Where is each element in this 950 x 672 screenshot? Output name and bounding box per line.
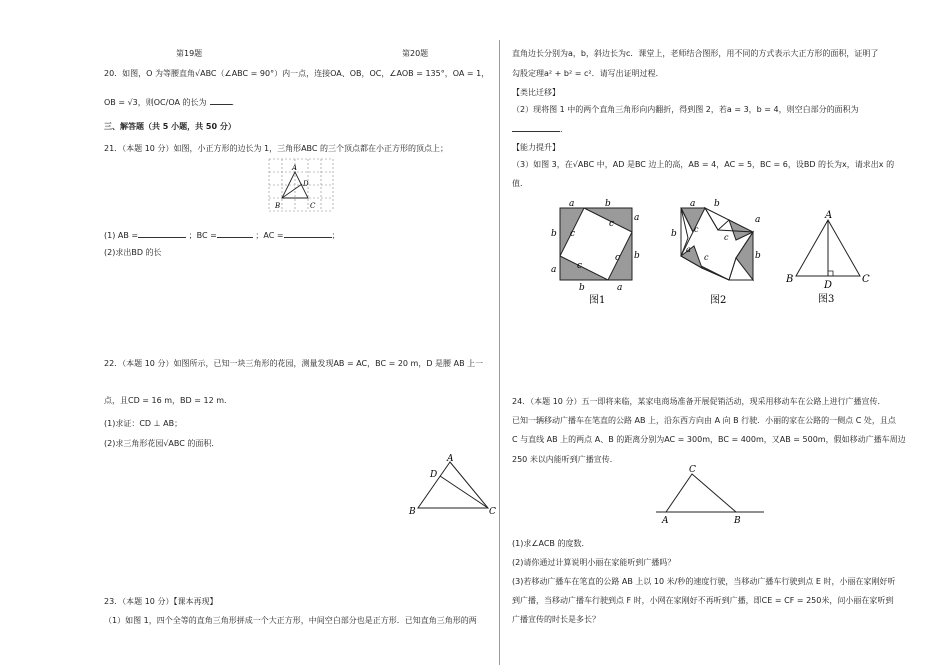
q22-part1: (1)求证：CD ⊥ AB； — [104, 419, 183, 428]
q24-part2: (2)请你通过计算说明小丽在家能听到广播吗？ — [512, 558, 676, 567]
q22-line1: 22．（本题 10 分）如图所示，已知一块三角形的花园，测量发现AB = AC，BC = 20 m，D 是腰 AB 上一 — [104, 359, 484, 368]
fig1-caption: 图1 — [589, 295, 606, 306]
q24-line1: 24．（本题 10 分）五一即将来临，某家电商场准备开展促销活动，现采用移动车在公路上进行广播宣传． — [512, 397, 886, 406]
tag-ability: 【能力提升】 — [512, 143, 560, 152]
q23-part2-blank: ． — [512, 123, 568, 135]
fig3-label-D: D — [824, 280, 833, 291]
q23-part3-line1: （3）如图 3，在√ABC 中，AD 是BC 边上的高，AB = 4，AC = 5，BC = 6，设BD 的长为x，请求出x 的 — [512, 160, 895, 169]
q21-label-A: A — [292, 164, 298, 172]
q24-part3-line2: 到广播，当移动广播车行驶到点 F 时，小网在家刚好不再听到广播，即CE = CF = 250米，问小丽在家听到 — [512, 596, 894, 605]
q23-line3: 勾股定理a² + b² = c²．请写出证明过程． — [512, 69, 664, 78]
fig2-label-c1: c — [694, 225, 699, 234]
fig3-caption: 图3 — [818, 294, 835, 305]
q22-label-B: B — [409, 507, 416, 517]
fig2-label-c2: c — [724, 233, 729, 242]
q22-label-C: C — [489, 507, 496, 517]
q23-part2: （2）现将图 1 中的两个直角三角形向内翻折，得到图 2，若a = 3，b = 4，则空白部分的面积为 — [512, 105, 859, 114]
q22-part2: (2)求三角形花园√ABC 的面积． — [104, 439, 220, 448]
q24-part3-line1: (3)若移动广播车在笔直的公路 AB 上以 10 米/秒的速度行驶，当移动广播车行驶到点 E 时，小丽在家刚好听 — [512, 577, 896, 586]
q23-line2: 直角边长分别为a，b，斜边长为c．课堂上，老师结合图形，用不同的方式表示大正方形的面积，证明了 — [512, 49, 879, 58]
q24-part3-line3: 广播宣传的时长是多长？ — [512, 615, 600, 624]
q23-figure2 — [666, 196, 766, 306]
fig2-label-b-left: b — [671, 229, 677, 239]
q21-label-C: C — [310, 202, 316, 210]
q21-part2: (2)求出BD 的长 — [104, 248, 162, 257]
q21-part1: (1) AB = ；BC = ；AC = ； — [104, 231, 340, 240]
fig1-label-b-top: b — [605, 199, 611, 209]
fig1-label-c4: c — [577, 261, 583, 271]
fig2-caption: 图2 — [710, 295, 727, 306]
q21-stem: 21．（本题 10 分）如图，小正方形的边长为 1，三角形ABC 的三个顶点都在小正方形的顶点上； — [104, 144, 449, 153]
fig1-label-a-left: a — [551, 265, 557, 275]
q23-figure1 — [545, 196, 645, 306]
q22-label-A: A — [447, 454, 454, 464]
fig2-label-c3: c — [704, 253, 709, 262]
q20-line1: 20．如图，O 为等腰直角√ABC（∠ABC = 90°）内一点，连接OA、OB，OC，∠AOB = 135°，OA = 1， — [104, 69, 490, 78]
column-divider — [499, 40, 500, 665]
fig2-label-a-inner: a — [686, 245, 691, 254]
tag-analogy: 【类比迁移】 — [512, 88, 560, 97]
fig2-label-b-top: b — [714, 199, 720, 209]
fig1-label-a-top: a — [569, 199, 575, 209]
fig3-label-B: B — [786, 274, 794, 285]
q24-line2: 已知一辆移动广播车在笔直的公路 AB 上，沿东西方向由 A 向 B 行驶．小丽的家在公路的一侧点 C 处，且点 — [512, 416, 896, 425]
q21-label-D: D — [303, 180, 309, 188]
q23-part3-line2: 值． — [512, 179, 528, 188]
q21-label-B: B — [275, 202, 281, 210]
q22-line2: 点，且CD = 16 m，BD = 12 m． — [104, 396, 233, 405]
fig1-label-b-bottom: b — [579, 283, 585, 293]
q23-title: 23．（本题 10 分）【课本再现】 — [104, 597, 218, 606]
fig1-label-c1: c — [570, 229, 576, 239]
q24-part1: (1)求∠ACB 的度数． — [512, 539, 590, 548]
q22-label-D: D — [430, 470, 438, 480]
q24-label-C: C — [689, 465, 696, 475]
fig1-label-c2: c — [609, 219, 615, 229]
q23-figure3 — [784, 210, 876, 306]
fig1-label-c3: c — [615, 253, 621, 263]
q22-triangle-figure — [404, 452, 500, 518]
q24-label-B: B — [734, 516, 741, 526]
q24-line4: 250 米以内能听到广播宣传． — [512, 455, 618, 464]
fig20-caption: 第20题 — [402, 49, 429, 58]
q23-line1: （1）如图 1，四个全等的直角三角形拼成一个大正方形，中间空白部分也是正方形．已知直角三角形的两 — [104, 616, 477, 625]
q24-line3: C 与直线 AB 上的两点 A、B 的距离分别为AC = 300m，BC = 400m，又AB = 500m，假如移动广播车周边 — [512, 435, 906, 444]
fig2-label-b-right: b — [755, 251, 761, 261]
fig1-label-b-right: b — [634, 251, 640, 261]
fig2-label-a-right: a — [755, 215, 761, 225]
q24-road-figure — [650, 462, 770, 526]
fig3-label-A: A — [825, 210, 833, 221]
fig1-label-a-bottom: a — [617, 283, 623, 293]
fig3-label-C: C — [862, 274, 870, 285]
fig2-label-a-top: a — [690, 199, 696, 209]
fig1-label-b-left: b — [551, 229, 557, 239]
fig19-caption: 第19题 — [176, 49, 203, 58]
q20-line2: OB = √3，则OC/OA 的长为 ． — [104, 98, 240, 107]
fig1-label-a-right: a — [634, 213, 640, 223]
q21-grid-figure — [266, 156, 338, 214]
q24-label-A: A — [662, 516, 669, 526]
section3-heading: 三、解答题（共 5 小题，共 50 分） — [104, 122, 236, 131]
